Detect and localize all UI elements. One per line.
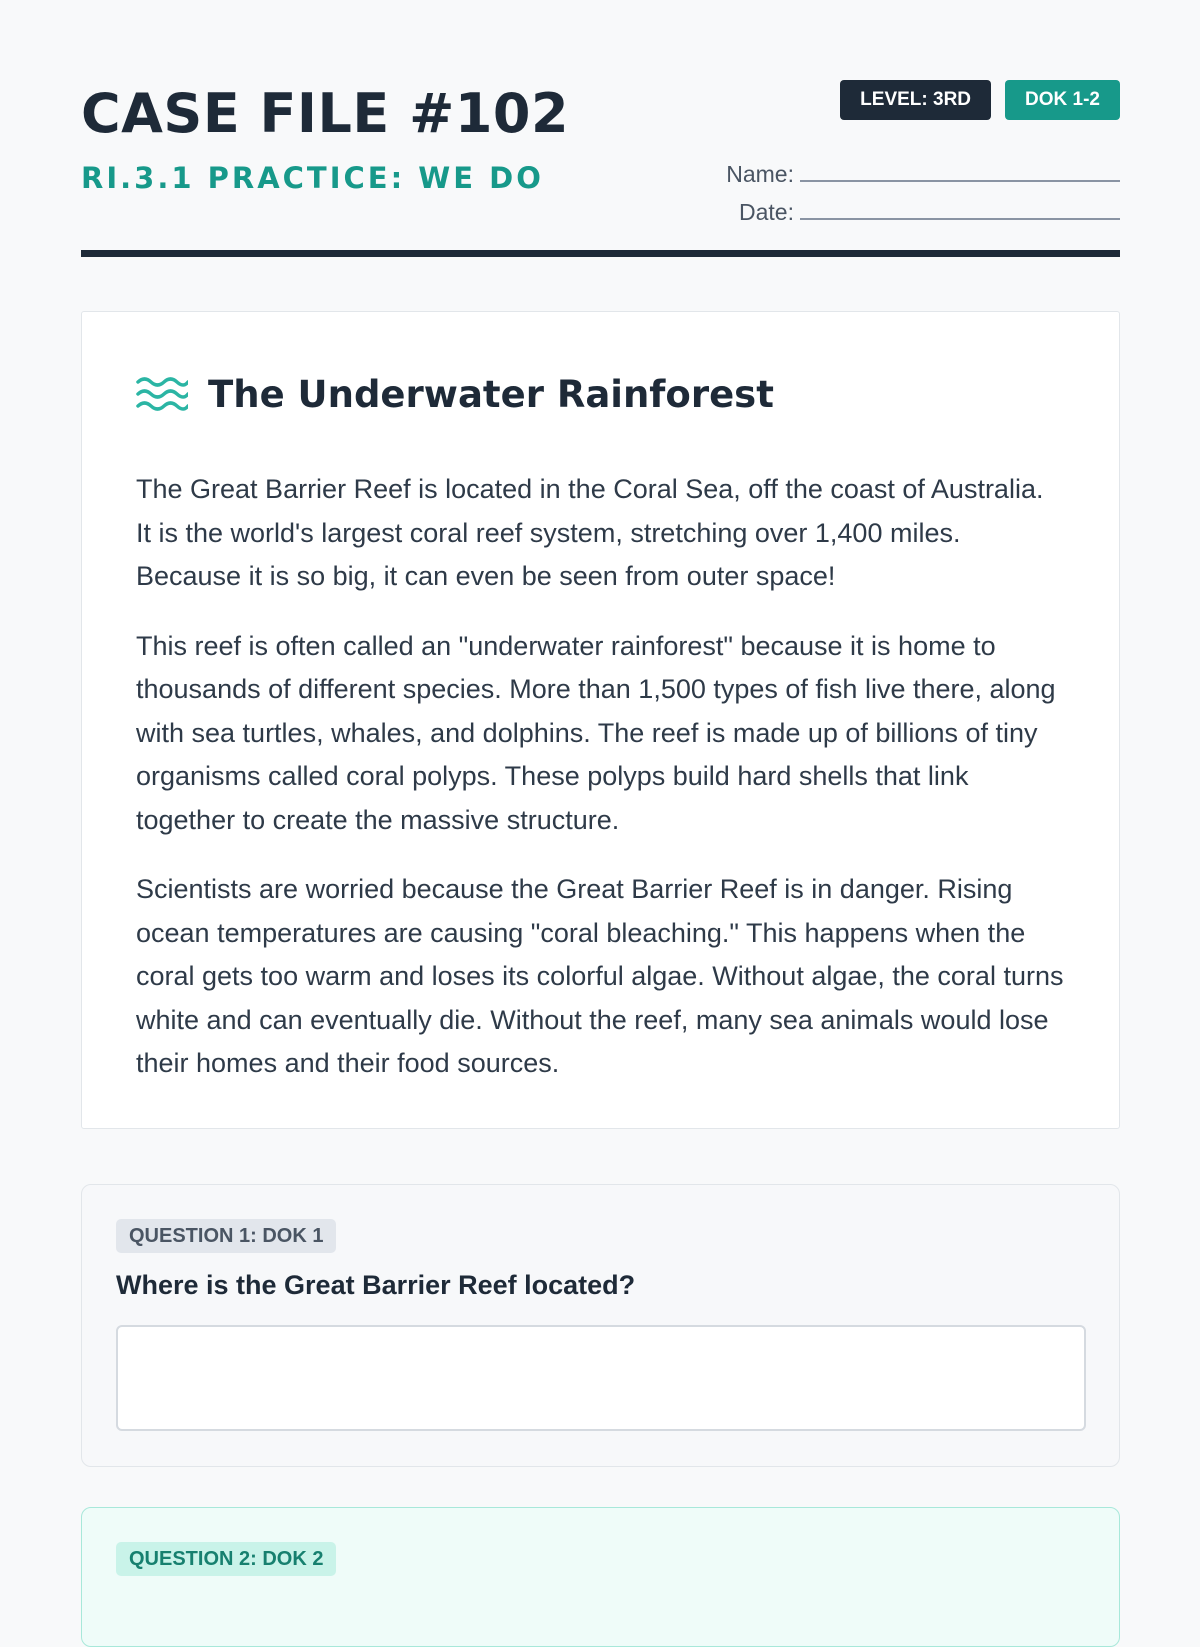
worksheet-header xyxy=(81,0,1120,258)
passage-title: The Underwater Rainforest xyxy=(208,372,774,416)
question-tag: QUESTION 1: DOK 1 xyxy=(116,1219,336,1253)
worksheet-page xyxy=(81,0,1120,1570)
badge-group xyxy=(840,80,1120,120)
date-field-row xyxy=(700,188,1120,226)
question-tag: QUESTION 2: DOK 2 xyxy=(116,1542,336,1576)
name-field-row xyxy=(700,150,1120,188)
question-card-2 xyxy=(81,1507,1120,1647)
question-card-1 xyxy=(81,1184,1120,1467)
page-subtitle: RI.3.1 PRACTICE: WE DO xyxy=(81,161,544,195)
level-badge: LEVEL: 3RD xyxy=(840,80,991,120)
dok-badge: DOK 1-2 xyxy=(1005,80,1120,120)
reading-passage xyxy=(81,311,1120,1129)
page-title: CASE FILE #102 xyxy=(81,82,570,145)
name-label: Name: xyxy=(726,161,794,187)
date-field[interactable] xyxy=(800,218,1120,220)
passage-paragraph: The Great Barrier Reef is located in the Coral Sea, off the coast of Australia. It is the world's largest coral reef system, stretching over 1,400 miles. Because it is so big, it can even be seen from outer space! xyxy=(136,474,1044,591)
passage-heading xyxy=(136,364,1065,424)
header-divider xyxy=(81,250,1120,257)
name-field[interactable] xyxy=(800,180,1120,182)
passage-paragraph: Scientists are worried because the Great Barrier Reef is in danger. Rising ocean temperatures are causing "coral bleaching." This happens when the coral gets too warm and loses its colorful algae. Without algae, the coral turns white and can eventually die. Without the reef, many sea animals would lose their homes and their food sources. xyxy=(136,874,1064,1078)
student-fields xyxy=(700,150,1120,226)
answer-box[interactable] xyxy=(116,1325,1086,1431)
question-text: Where is the Great Barrier Reef located? xyxy=(116,1270,636,1300)
date-label: Date: xyxy=(739,199,794,225)
waves-icon xyxy=(136,374,188,414)
passage-paragraph: This reef is often called an "underwater rainforest" because it is home to thousands of different species. More than 1,500 types of fish live there, along with sea turtles, whales, and dolphins. The reef is made up of billions of tiny organisms called coral polyps. These polyps build hard shells that link together to create the massive structure. xyxy=(136,630,1056,835)
